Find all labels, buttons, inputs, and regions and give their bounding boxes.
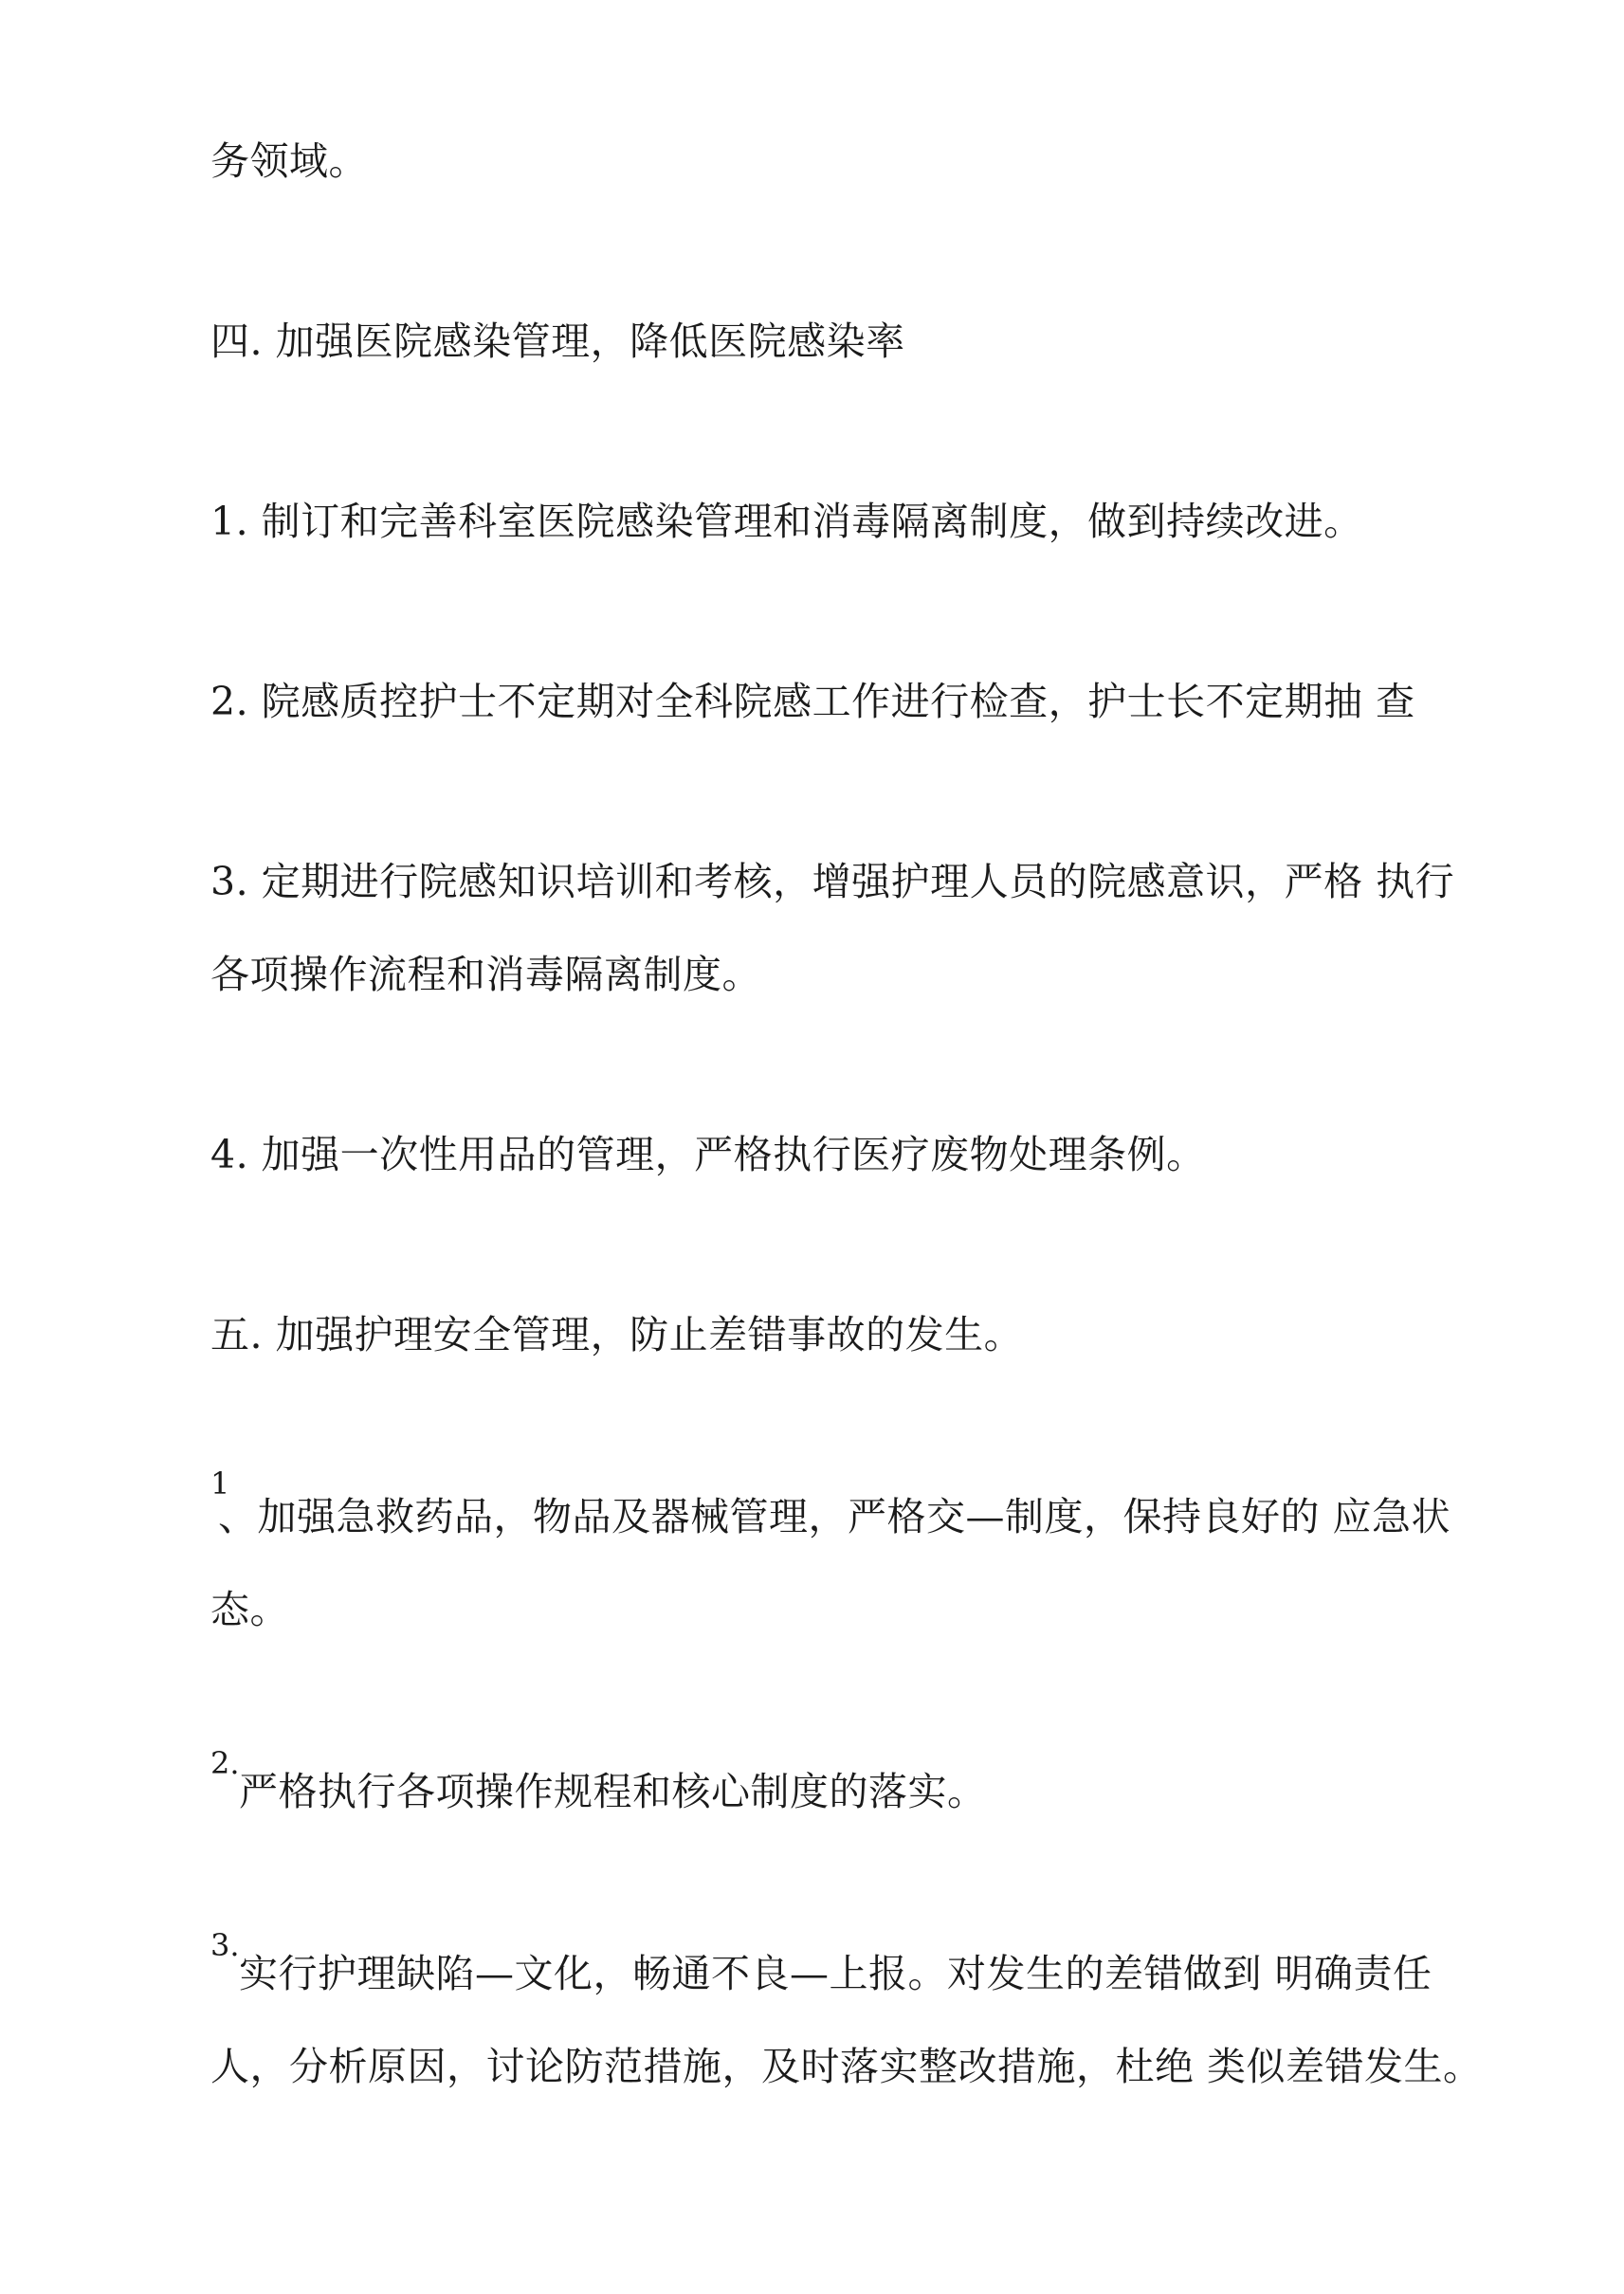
list-number-3: 3.	[210, 1927, 240, 1963]
safety-item-1-line1: 、加强急救药品，物品及器械管理，严格交—制度，保持良好的 应急状	[218, 1494, 1451, 1539]
list-item-3-line2: 各项操作流程和消毒隔离制度。	[210, 952, 761, 997]
safety-item-2: 严格执行各项操作规程和核心制度的落实。	[239, 1769, 987, 1814]
section-heading-four: 四. 加强医院感染管理，降低医院感染率	[210, 319, 905, 364]
list-number-2: 2.	[210, 1745, 240, 1781]
section-heading-five: 五. 加强护理安全管理，防止差错事故的发生。	[210, 1312, 1024, 1357]
safety-item-3-line1: 实行护理缺陷—文化，畅通不良—上报。对发生的差错做到 明确责任	[239, 1951, 1432, 1996]
list-item-4: 4. 加强一次性用品的管理，严格执行医疗废物处理条例。	[210, 1132, 1206, 1177]
list-item-1: 1. 制订和完善科室医院感染管理和消毒隔离制度，做到持续改进。	[210, 499, 1363, 544]
list-item-3-line1: 3. 定期进行院感知识培训和考核，增强护理人员的院感意识，严格 执行	[210, 859, 1455, 904]
safety-item-3-line2: 人，分析原因，讨论防范措施，及时落实整改措施，杜绝 类似差错发生。	[210, 2044, 1483, 2089]
safety-item-1-line2: 态。	[210, 1587, 289, 1632]
paragraph-continuation: 务领域。	[210, 138, 368, 184]
list-item-2: 2. 院感质控护士不定期对全科院感工作进行检查，护士长不定期抽 查	[210, 679, 1415, 724]
list-number-1: 1	[210, 1466, 230, 1502]
